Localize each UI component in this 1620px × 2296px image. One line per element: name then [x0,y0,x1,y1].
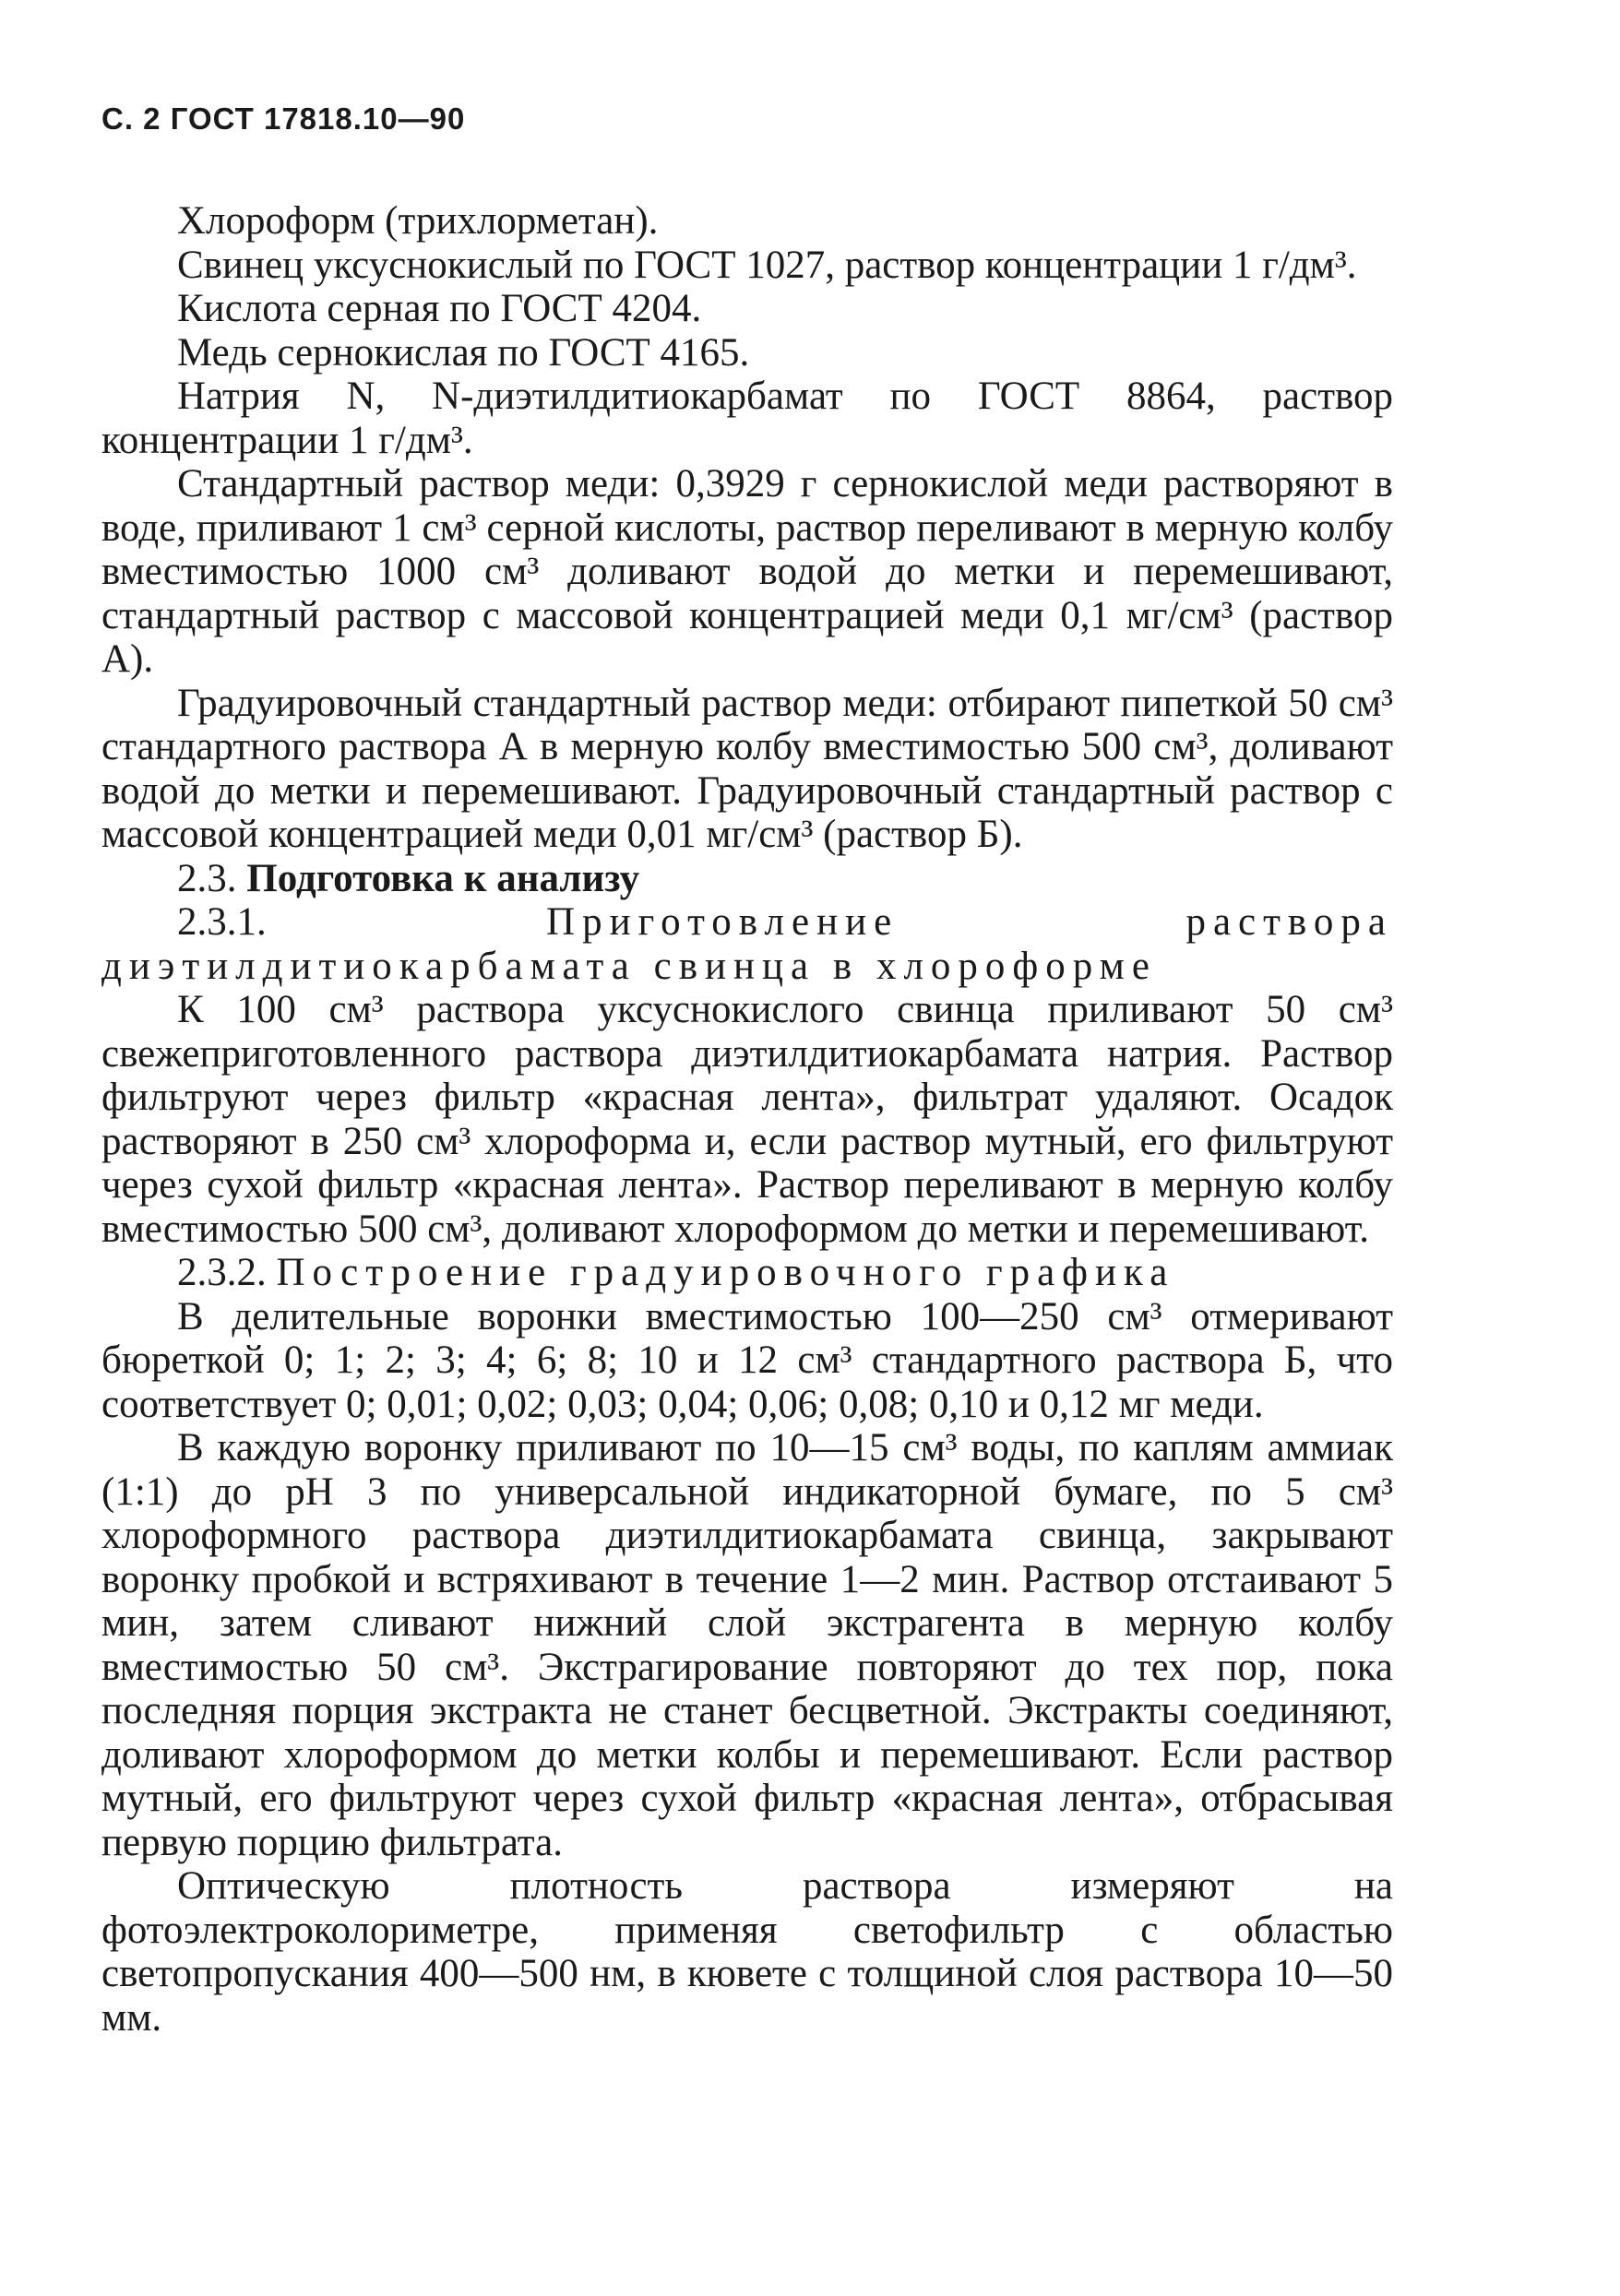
paragraph-sodium-dithiocarbamate: Натрия N, N-диэтилдитиокарбамат по ГОСТ 8864, раствор концентрации 1 г/дм³. [101,375,1393,462]
section-heading-2-3-2 [101,1251,1393,1295]
section-heading-2-3 [101,857,1393,901]
paragraph-optical-density: Оптическую плотность раствора измеряют на фотоэлектроколориметре, применяя светофильтр с областью светопропускания 400—500 нм, в кювете с толщиной слоя раствора 10—50 мм. [101,1864,1393,2040]
section-heading-2-3-1 [101,900,1393,988]
paragraph-calibration-solution: Градуировочный стандартный раствор меди: отбирают пипеткой 50 см³ стандартного раствора А в мерную колбу вместимостью 500 см³, доливают водой до метки и перемешивают. Градуировочный стандартный раствор с массовой концентрацией меди 0,01 мг/см³ (раствор Б). [101,681,1393,856]
paragraph-chloroform: Хлороформ (трихлорметан). [177,199,659,243]
section-number: 2.3.2. [177,1251,267,1294]
section-title: Построение градуировочного графика [276,1251,1175,1294]
paragraph-copper-sulfate: Медь сернокислая по ГОСТ 4165. [177,330,750,375]
page-header: С. 2 ГОСТ 17818.10—90 [101,101,466,136]
paragraph-lead-dithiocarbamate-prep: К 100 см³ раствора уксуснокислого свинца приливают 50 см³ свежеприготовленного раствора диэтилдитиокарбамата натрия. Раствор фильтруют через фильтр «красная лента», фильтрат удаляют. Осадок растворяют в 250 см³ хлороформа и, если раствор мутный, его фильтруют через сухой фильтр «красная лента». Раствор переливают в мерную колбу вместимостью 500 см³, доливают хлороформом до метки и перемешивают. [101,988,1393,1251]
document-body [101,199,1393,2040]
paragraph-standard-solution: Стандартный раствор меди: 0,3929 г сернокислой меди растворяют в воде, приливают 1 см³ серной кислоты, раствор переливают в мерную колбу вместимостью 1000 см³ доливают водой до метки и перемешивают, стандартный раствор с массовой концентрацией меди 0,1 мг/см³ (раствор А). [101,462,1393,681]
section-number: 2.3. [177,856,237,900]
section-number: 2.3.1. [177,900,267,944]
paragraph-lead-acetate: Свинец уксуснокислый по ГОСТ 1027, раствор концентрации 1 г/дм³. [177,243,1357,287]
paragraph-funnels: В делительные воронки вместимостью 100—250 см³ отмеривают бюреткой 0; 1; 2; 3; 4; 6; 8; 10 и 12 см³ стандартного раствора Б, что соответствует 0; 0,01; 0,02; 0,03; 0,04; 0,06; 0,08; 0,10 и 0,12 мг меди. [101,1294,1393,1426]
paragraph-sulfuric-acid: Кислота серная по ГОСТ 4204. [177,287,702,330]
section-title: Приготовление раствора диэтилдитиокарбамата свинца в хлороформе [101,900,1394,988]
paragraph-extraction: В каждую воронку приливают по 10—15 см³ воды, по каплям аммиак (1:1) до pH 3 по универсальной индикаторной бумаге, по 5 см³ хлороформного раствора диэтилдитиокарбамата свинца, закрывают воронку пробкой и встряхивают в течение 1—2 мин. Раствор отстаивают 5 мин, затем сливают нижний слой экстрагента в мерную колбу вместимостью 50 см³. Экстрагирование повторяют до тех пор, пока последняя порция экстракта не станет бесцветной. Экстракты соединяют, доливают хлороформом до метки колбы и перемешивают. Если раствор мутный, его фильтруют через сухой фильтр «красная лента», отбрасывая первую порцию фильтрата. [101,1426,1393,1864]
section-title: Подготовка к анализу [246,856,640,900]
document-page [101,101,1393,2040]
